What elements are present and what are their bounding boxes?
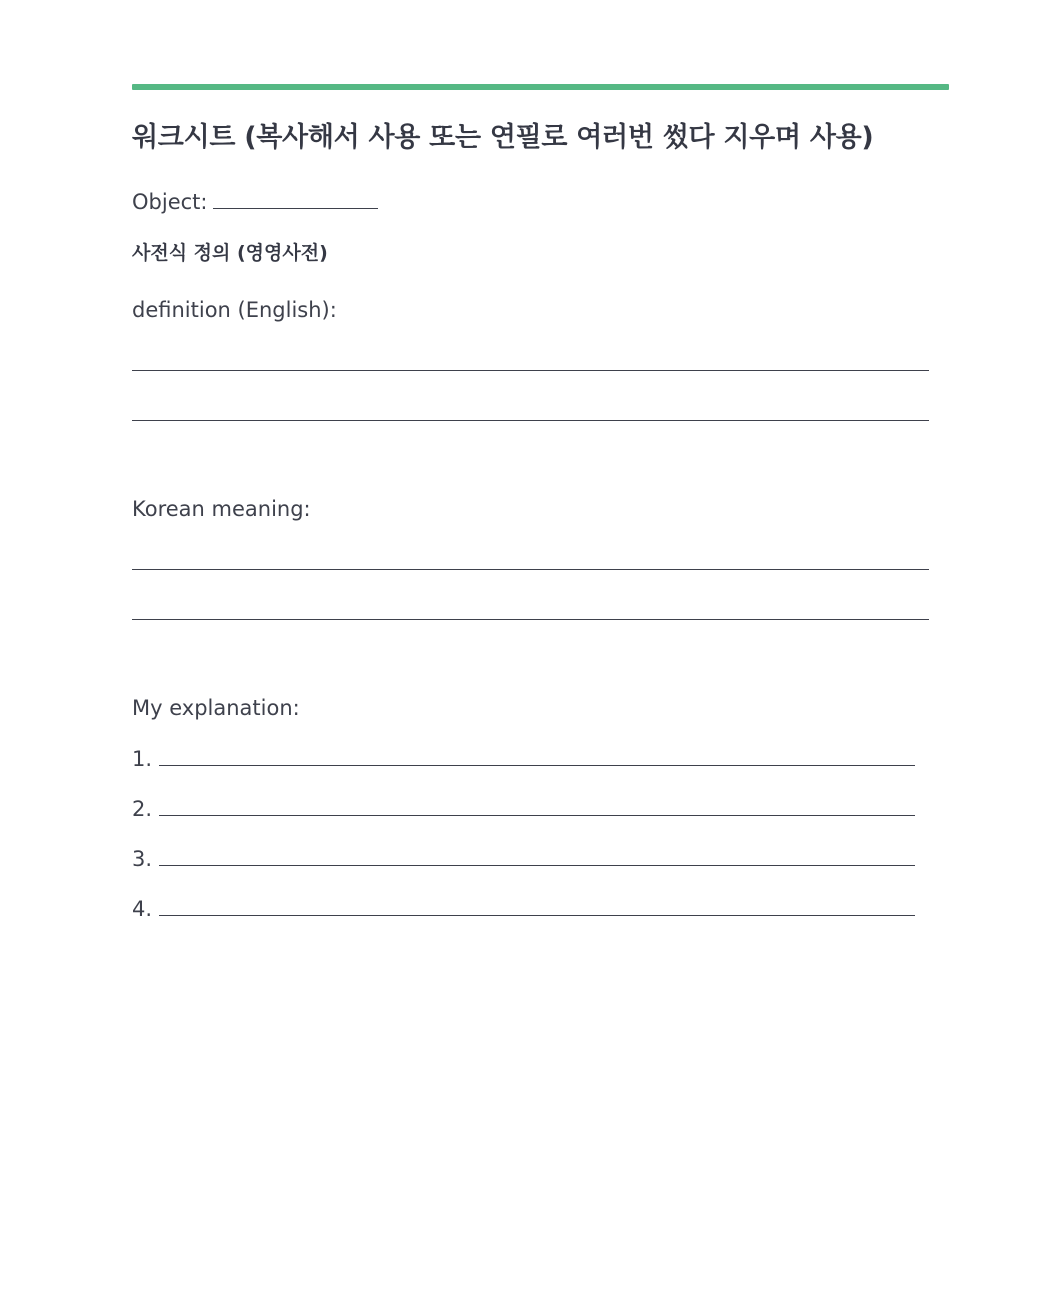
explanation-item-1[interactable] [132,743,915,774]
definition-blank-line-2[interactable] [132,420,929,421]
worksheet-page [132,84,949,921]
object-blank-line[interactable] [213,186,378,209]
item-number: 1. [132,747,153,771]
explanation-item-3[interactable] [132,843,915,874]
explanation-item-2[interactable] [132,793,915,824]
explanation-item-4[interactable] [132,893,915,924]
accent-bar [132,84,949,90]
object-label: Object: [132,190,208,214]
explanation-label: My explanation: [132,696,300,720]
korean-blank-line-1[interactable] [132,569,929,570]
korean-blank-line-2[interactable] [132,619,929,620]
dictionary-heading: 사전식 정의 (영영사전) [132,242,328,264]
item-number: 4. [132,897,153,921]
explanation-blank-line[interactable] [159,743,915,766]
korean-meaning-label: Korean meaning: [132,497,311,521]
explanation-blank-line[interactable] [159,793,915,816]
definition-blank-line-1[interactable] [132,370,929,371]
explanation-blank-line[interactable] [159,893,915,916]
page-title: 워크시트 (복사해서 사용 또는 연필로 여러번 썼다 지우며 사용) [132,122,874,153]
item-number: 3. [132,847,153,871]
item-number: 2. [132,797,153,821]
definition-label: definition (English): [132,298,337,322]
explanation-blank-line[interactable] [159,843,915,866]
object-field[interactable] [132,186,378,217]
